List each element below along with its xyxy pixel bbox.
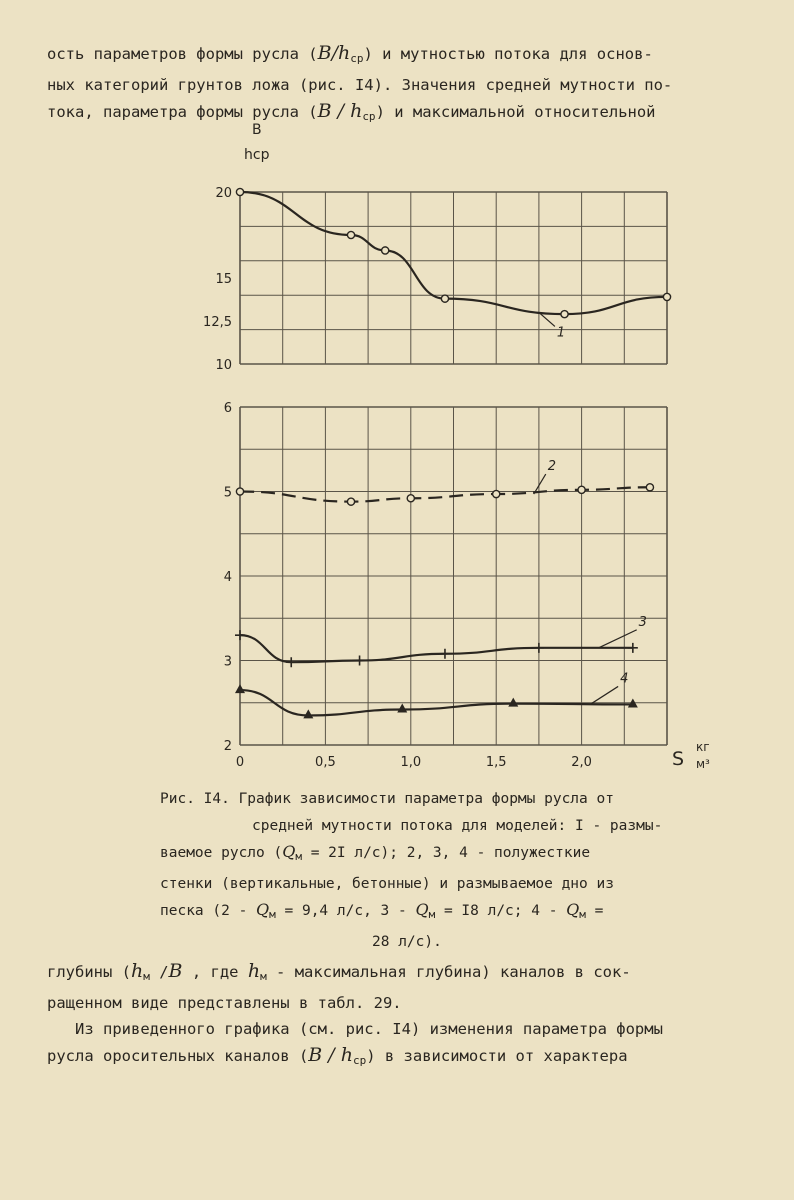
lower-y-tick-label: 5: [223, 485, 232, 501]
lower-y-tick-label: 4: [223, 570, 232, 585]
top-line-1: [47, 40, 672, 72]
series-3-point: [628, 643, 638, 653]
x-axis-unit-top: кг: [696, 740, 710, 754]
series-2-point: [493, 490, 500, 497]
series-2-point: [646, 484, 653, 491]
series-3-point: [286, 657, 296, 667]
upper-y-tick-label: 10: [215, 358, 232, 373]
caption-line-3: [160, 839, 662, 871]
caption-line-5-s2: м: [428, 908, 436, 921]
bottom-line-1-a: глубины (: [47, 963, 131, 981]
series-3-point: [440, 649, 450, 659]
series-1-point: [382, 247, 389, 254]
series-1-point: [347, 231, 354, 238]
caption-line-5-d: =: [585, 903, 604, 919]
series-2-point: [578, 486, 585, 493]
x-tick-label: 0: [235, 755, 245, 770]
series-3-label: 3: [638, 614, 647, 630]
series-4-line: [240, 690, 633, 715]
caption-line-3-b: = 2I л/с); 2, 3, 4 - полужесткие: [301, 845, 591, 861]
caption-line-6: 28 л/с).: [372, 933, 442, 950]
series-4-label: 4: [620, 671, 629, 687]
series-1-point: [236, 188, 243, 195]
caption-line-2: средней мутности потока для моделей: I - размы-: [252, 817, 663, 834]
figure-caption: [160, 786, 662, 955]
series-4-point: [628, 698, 638, 707]
x-axis-label: S: [672, 748, 685, 770]
caption-line-5-q3: Q: [566, 900, 580, 919]
upper-y-tick-label: 12,5: [203, 315, 232, 330]
bottom-line-4-sub: ср: [352, 1054, 367, 1067]
series-2-point: [407, 495, 414, 502]
bottom-line-2: ращенном виде представлены в табл. 29.: [47, 994, 402, 1012]
series-4-leader: [590, 686, 618, 704]
bottom-line-3: Из приведенного графика (см. рис. I4) изменения параметра формы: [47, 1020, 663, 1038]
caption-line-5-q1: Q: [256, 900, 270, 919]
series-1-point: [663, 293, 670, 300]
upper-panel: [203, 186, 671, 373]
top-line-1-a: ость параметров формы русла (: [47, 45, 318, 63]
series-4-point: [303, 709, 313, 718]
bottom-line-1: [47, 958, 663, 990]
bottom-line-1-v3: h: [247, 960, 261, 982]
series-4-point: [397, 704, 407, 713]
series-2-line: [240, 487, 650, 501]
top-line-1-sub: ср: [350, 52, 364, 65]
bottom-line-1-s1: м: [143, 970, 150, 983]
x-tick-label: 1,5: [485, 755, 507, 770]
caption-line-3-sub: м: [295, 850, 302, 863]
caption-line-1: Рис. I4. График зависимости параметра формы русла от: [160, 791, 614, 807]
series-2-leader: [534, 474, 546, 494]
series-4-point: [235, 684, 245, 693]
upper-y-tick-label: 20: [215, 186, 232, 201]
y-axis-label-top: B: [252, 122, 262, 138]
bottom-line-4: [47, 1042, 663, 1074]
bottom-line-4-b: ) в зависимости от характера: [366, 1047, 628, 1065]
bottom-line-1-d: - максимальная глубина) каналов в сок-: [266, 963, 631, 981]
top-paragraph: [47, 40, 672, 130]
bottom-line-1-b: /: [149, 963, 169, 981]
y-axis-label-bottom: hср: [244, 147, 270, 163]
series-1-label: 1: [556, 325, 566, 341]
caption-line-4: стенки (вертикальные, бетонные) и размываемое дно из: [160, 875, 614, 892]
caption-line-5-s1: м: [269, 908, 276, 921]
series-2-point: [347, 498, 354, 505]
bottom-line-1-c: , где: [182, 963, 248, 981]
top-line-3-b: ) и максимальной относительной: [375, 103, 656, 121]
caption-line-5: [160, 897, 662, 929]
lower-y-tick-label: 6: [223, 401, 232, 416]
caption-line-3-var: Q: [282, 842, 296, 861]
x-tick-label: 2,0: [571, 755, 592, 770]
caption-line-3-a: ваемое русло (: [160, 845, 283, 861]
series-3-point: [235, 630, 245, 640]
lower-panel: [224, 401, 667, 770]
series-3-line: [240, 635, 633, 662]
bottom-line-4-a: русла оросительных каналов (: [47, 1047, 309, 1065]
series-3-leader: [599, 630, 637, 648]
series-3-point: [355, 656, 365, 666]
top-line-2: ных категорий грунтов ложа (рис. I4). Значения средней мутности по-: [47, 76, 673, 94]
caption-line-5-s3: м: [579, 908, 586, 921]
x-axis-unit-bottom: м³: [696, 757, 710, 771]
bottom-line-1-v1: h: [131, 960, 144, 982]
series-4-point: [508, 698, 518, 707]
series-1-point: [561, 311, 568, 318]
caption-line-5-b: = 9,4 л/с, 3 -: [275, 903, 416, 919]
series-2-point: [236, 488, 243, 495]
caption-line-5-q2: Q: [415, 900, 429, 919]
top-line-1-b: ) и мутностью потока для основ-: [363, 45, 653, 63]
x-tick-label: 1,0: [400, 755, 422, 770]
series-1-line: [240, 192, 667, 314]
series-1-leader: [539, 312, 555, 326]
caption-line-5-c: = I8 л/с; 4 -: [435, 903, 567, 919]
series-1-point: [441, 295, 448, 302]
bottom-line-4-var: B / h: [308, 1044, 353, 1066]
bottom-line-1-s3: м: [260, 970, 267, 983]
lower-y-tick-label: 3: [223, 654, 232, 670]
bottom-paragraph: [47, 958, 663, 1074]
x-tick-label: 0,5: [315, 755, 336, 770]
top-line-3-sub: ср: [362, 110, 376, 123]
series-3-point: [534, 643, 544, 653]
series-2-label: 2: [547, 459, 557, 475]
bottom-line-1-v2: B: [168, 960, 183, 982]
top-line-3: [47, 98, 672, 130]
upper-y-tick-label: 15: [215, 272, 232, 287]
top-line-3-var: B / h: [317, 100, 363, 122]
caption-line-5-a: песка (2 -: [160, 903, 257, 919]
lower-y-tick-label: 2: [223, 739, 232, 754]
top-line-3-a: тока, параметра формы русла (: [47, 103, 318, 121]
top-line-1-var: B/h: [317, 42, 351, 64]
